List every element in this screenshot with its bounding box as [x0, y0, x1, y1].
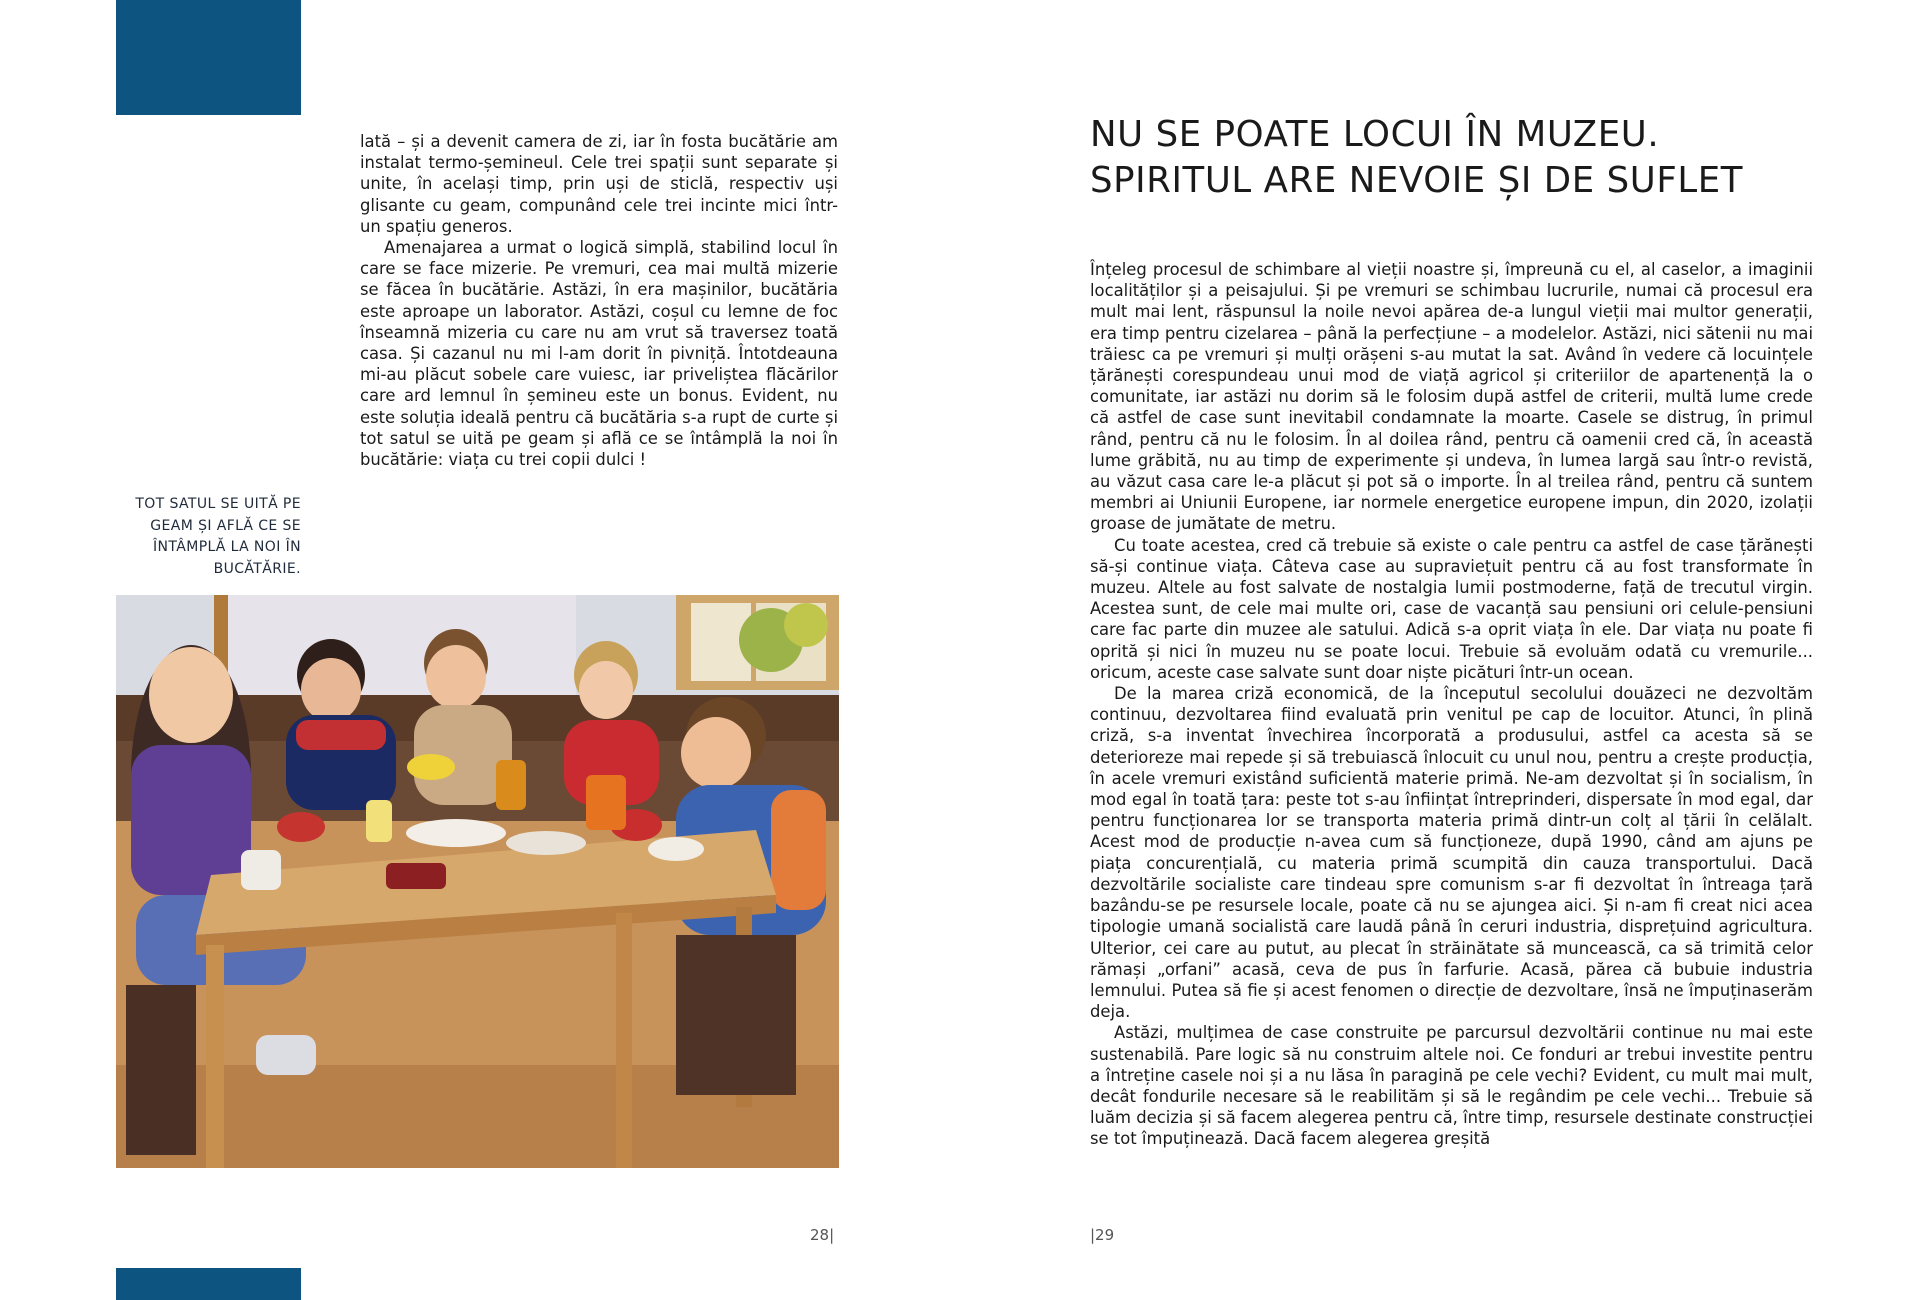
- heading-line-1: NU SE POATE LOCUI ÎN MUZEU.: [1090, 114, 1660, 155]
- right-paragraph-3: De la marea criză economică, de la începutul secolului douăzeci ne dezvoltăm continuu, dezvoltarea fiind evaluată prin venitul pe cap de locuitor. Atunci, în plină criză, s-a inventat învechirea încorporată a produsului, astfel ca acesta să se deterioreze mai repede și să trebuiască înlocuit cu unul nou, pentru a crește producția, în acele vremuri existând suficientă materie primă. Ne-am dezvoltat și în socialism, în mod egal în toată țara: peste tot s-au înființat întreprinderi, dispersate în mod egal, dar pentru funcționarea lor se transporta materia primă dintr-un colț al țării în celălalt. Acest mod de producție n-avea cum să funcționeze, după 1990, când am ajuns pe piața concurențială, cu materia primă scumpită din cauza transportului. Dacă dezvoltările socialiste care tindeau spre comunism s-ar fi dezvoltat în întreaga țară bazându-se pe resursele locale, poate că nu se ajungea aici. Și n-am fi creat nici acea tipologie umană socialistă care laudă până în ceruri industria, disprețuind agricultura. Ulterior, cei care au putut, au plecat în străinătate să muncească, ca să trimită celor rămași „orfani” acasă, ceva de pus în farfurie. Acasă, părea că bubuie industria lemnului. Putea să fie și acest fenomen o direcție de dezvoltare, însă ne împuținaserăm deja.: [1090, 684, 1813, 1022]
- page-heading: [1090, 112, 1850, 204]
- accent-block-bottom: [116, 1268, 301, 1300]
- page-number-left: 28|: [810, 1226, 835, 1244]
- photo-caption: TOT SATUL SE UITĂ PE GEAM ȘI AFLĂ CE SE ÎNTÂMPLĂ LA NOI ÎN BUCĂTĂRIE.: [135, 496, 301, 577]
- right-paragraph-1: Înțeleg procesul de schimbare al vieții noastre și, împreună cu el, al caselor, a imaginii localităților și a peisajului. Și pe vremuri se schimbau lucrurile, numai că procesul era mult mai lent, răspunsul la noile nevoi apărea de-a lungul vieții mai multor generații, era timp pentru cizelarea – până la perfecțiune – a modelelor. Astăzi, nici sătenii nu mai trăiesc ca pe vremuri și mulți orășeni s-au mutat la sat. Având în vedere că locuințele țărănești corespundeau unui mod de viață agricol și criteriilor de apartenență la o comunitate, iar astăzi nu dorim să le folosim după astfel de criterii, multă lume crede că astfel de case sunt inevitabil condamnate la moarte. Casele se distrug, în primul rând, pentru că nu le folosim. În al doilea rând, pentru că oamenii cred că, în această lume grăbită, nu au timp de experimente și undeva, în lumea largă sau într-o revistă, au văzut casa care le-a plăcut și pot să o importe. În al treilea rând, pentru că suntem membri ai Uniunii Europene, iar normele energetice europene impun, din 2020, izolații groase de jumătate de metru.: [1090, 260, 1813, 534]
- accent-block-top: [116, 0, 301, 115]
- left-paragraph-1: lată – și a devenit camera de zi, iar în fosta bucătărie am instalat termo-șemineul. Cele trei spații sunt separate și unite, în același timp, prin uși de sticlă, respectiv uși glisante cu geam, compunând cele trei incinte mici într-un spațiu generos.: [360, 132, 838, 236]
- right-paragraph-2: Cu toate acestea, cred că trebuie să existe o cale pentru ca astfel de case țărănești să-și continue viața. Câteva case au supraviețuit pentru că au fost transformate în muzeu. Altele au fost salvate de nostalgia lumii postmoderne, față de trecutul virgin. Acestea sunt, de cele mai multe ori, case de vacanță sau pensiuni ori celule-pensiuni care fac parte din muzee ale satului. Adică s-a oprit viața în ele. Dar viața nu poate fi oprită și nici în muzeu nu se poate locui. Trebuie să evoluăm odată cu vremurile... oricum, aceste case salvate sunt doar niște picături într-un ocean.: [1090, 535, 1813, 682]
- left-paragraph-2: Amenajarea a urmat o logică simplă, stabilind locul în care se face mizerie. Pe vremuri, cea mai multă mizerie se făcea în bucătărie. Astăzi, în era mașinilor, bucătăria este aproape un laborator. Astăzi, coșul cu lemne de foc înseamnă mizeria cu care nu am vrut să traversez toată casa. Și cazanul nu mi l-am dorit în pivniță. Întotdeauna mi-au plăcut sobele care vuiesc, iar priveliștea flăcărilor care ard lemnul în șemineu este un bonus. Evident, nu este soluția ideală pentru că bucătăria s-a rupt de curte și tot satul se uită pe geam și află ce se întâmplă la noi în bucătărie: viața cu trei copii dulci !: [360, 238, 838, 470]
- photo-children-at-table: [116, 595, 839, 1168]
- page-number-right: |29: [1090, 1226, 1115, 1244]
- left-page-text-column: [360, 131, 838, 470]
- right-page-text-column: [1090, 259, 1813, 1150]
- heading-line-2: SPIRITUL ARE NEVOIE ȘI DE SUFLET: [1090, 160, 1744, 201]
- right-paragraph-4: Astăzi, mulțimea de case construite pe parcursul dezvoltării continue nu mai este sustenabilă. Pare logic să nu construim altele noi. Ce fonduri ar trebui investite pentru a întreține casele noi și a nu lăsa în paragină pe cele vechi? Evident, cu mult mai mult, decât fondurile necesare să le reabilităm și să le regândim pe cele vechi... Trebuie să luăm decizia și să facem alegerea pentru că, între timp, resursele destinate construcției se tot împuținează. Dacă facem alegerea greșită: [1090, 1023, 1813, 1149]
